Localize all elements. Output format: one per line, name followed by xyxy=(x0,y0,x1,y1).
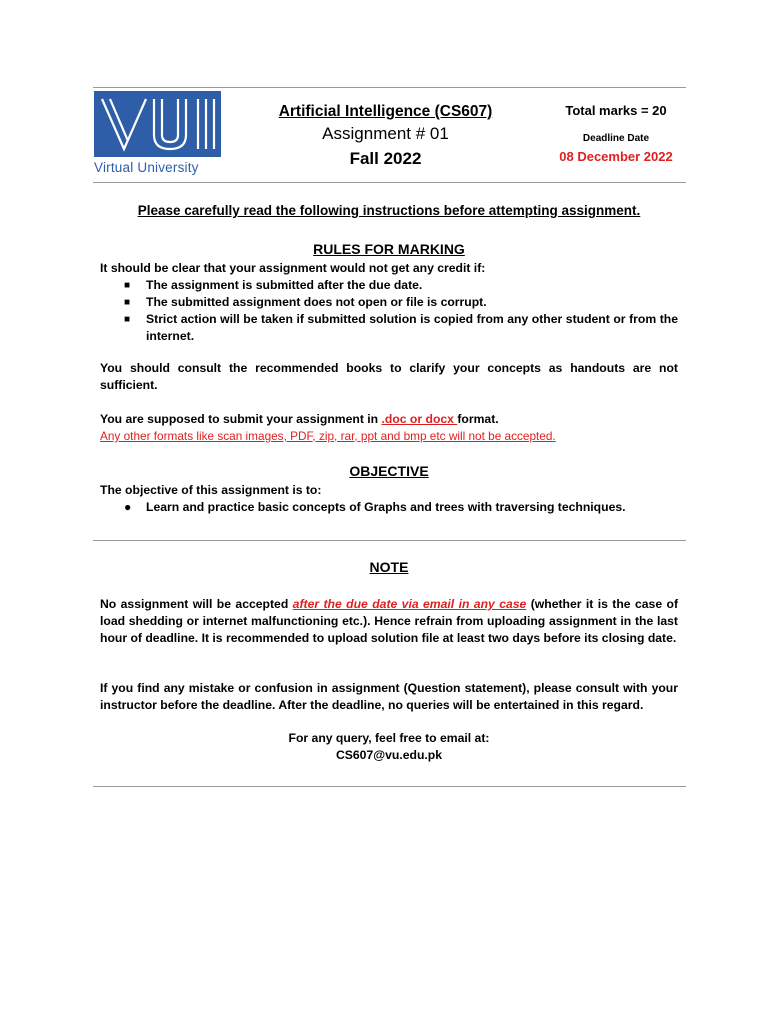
header-rule xyxy=(93,182,686,183)
note-heading: NOTE xyxy=(369,559,409,575)
list-item: ■ Strict action will be taken if submitted solution is copied from any other student or from the internet. xyxy=(124,312,678,343)
title-block xyxy=(233,102,538,172)
course-title: Artificial Intelligence (CS607) xyxy=(278,103,493,120)
deadline-label: Deadline Date xyxy=(582,133,650,144)
rules-heading: RULES FOR MARKING xyxy=(313,241,465,257)
note-emphasis: after the due date via email in any case xyxy=(292,597,527,611)
contact-email: CS607@vu.edu.pk xyxy=(335,748,443,762)
format-types: .doc or docx xyxy=(381,412,458,426)
consult-paragraph: You should consult the recommended books to clarify your concepts as handouts are not sufficient. xyxy=(100,361,678,392)
query-lead: For any query, feel free to email at: xyxy=(288,731,490,745)
format-line: You are supposed to submit your assignment in .doc or docx format. xyxy=(100,412,499,426)
objective-section xyxy=(100,482,678,516)
square-bullet-icon: ■ xyxy=(124,280,131,291)
deadline-block xyxy=(543,102,689,166)
objective-heading: OBJECTIVE xyxy=(349,463,429,479)
objective-lead: The objective of this assignment is to: xyxy=(100,483,322,497)
note-paragraph-1: No assignment will be accepted after the due date via email in any case (whether it is the case of load shedding or internet malfunctioning etc.). Hence refrain from uploading assignment in the last hour of deadline. It is recommended to upload solution file at least two days before its closing date. xyxy=(100,597,678,645)
document-header xyxy=(93,88,686,183)
bottom-rule xyxy=(93,786,686,787)
square-bullet-icon: ■ xyxy=(124,297,131,308)
dot-bullet-icon: ● xyxy=(124,500,132,514)
intro-instruction: Please carefully read the following instructions before attempting assignment. xyxy=(137,203,641,218)
vu-logo-mark xyxy=(94,91,221,157)
rules-list xyxy=(100,277,678,345)
vu-logo xyxy=(94,91,221,178)
square-bullet-icon: ■ xyxy=(124,314,131,325)
assignment-number: Assignment # 01 xyxy=(322,124,449,143)
list-item: ■ The assignment is submitted after the due date. xyxy=(124,278,423,292)
contact-block xyxy=(100,730,678,764)
logo-university-name: Virtual University xyxy=(94,160,199,175)
format-warning: Any other formats like scan images, PDF, zip, rar, ppt and bmp etc will not be accepted. xyxy=(100,429,556,443)
note-paragraph-2: If you find any mistake or confusion in assignment (Question statement), please consult with your instructor before the deadline. After the deadline, no queries will be entertained in this regard. xyxy=(100,681,678,712)
rules-section xyxy=(100,260,678,345)
total-marks: Total marks = 20 xyxy=(565,103,667,118)
rules-lead: It should be clear that your assignment would not get any credit if: xyxy=(100,261,486,275)
format-paragraph xyxy=(100,411,678,445)
list-item: ● Learn and practice basic concepts of Graphs and trees with traversing techniques. xyxy=(124,500,626,514)
list-item: ■ The submitted assignment does not open or file is corrupt. xyxy=(124,295,487,309)
section-rule xyxy=(93,540,686,541)
deadline-date: 08 December 2022 xyxy=(559,149,673,164)
semester: Fall 2022 xyxy=(349,149,422,168)
objective-list xyxy=(100,499,678,516)
